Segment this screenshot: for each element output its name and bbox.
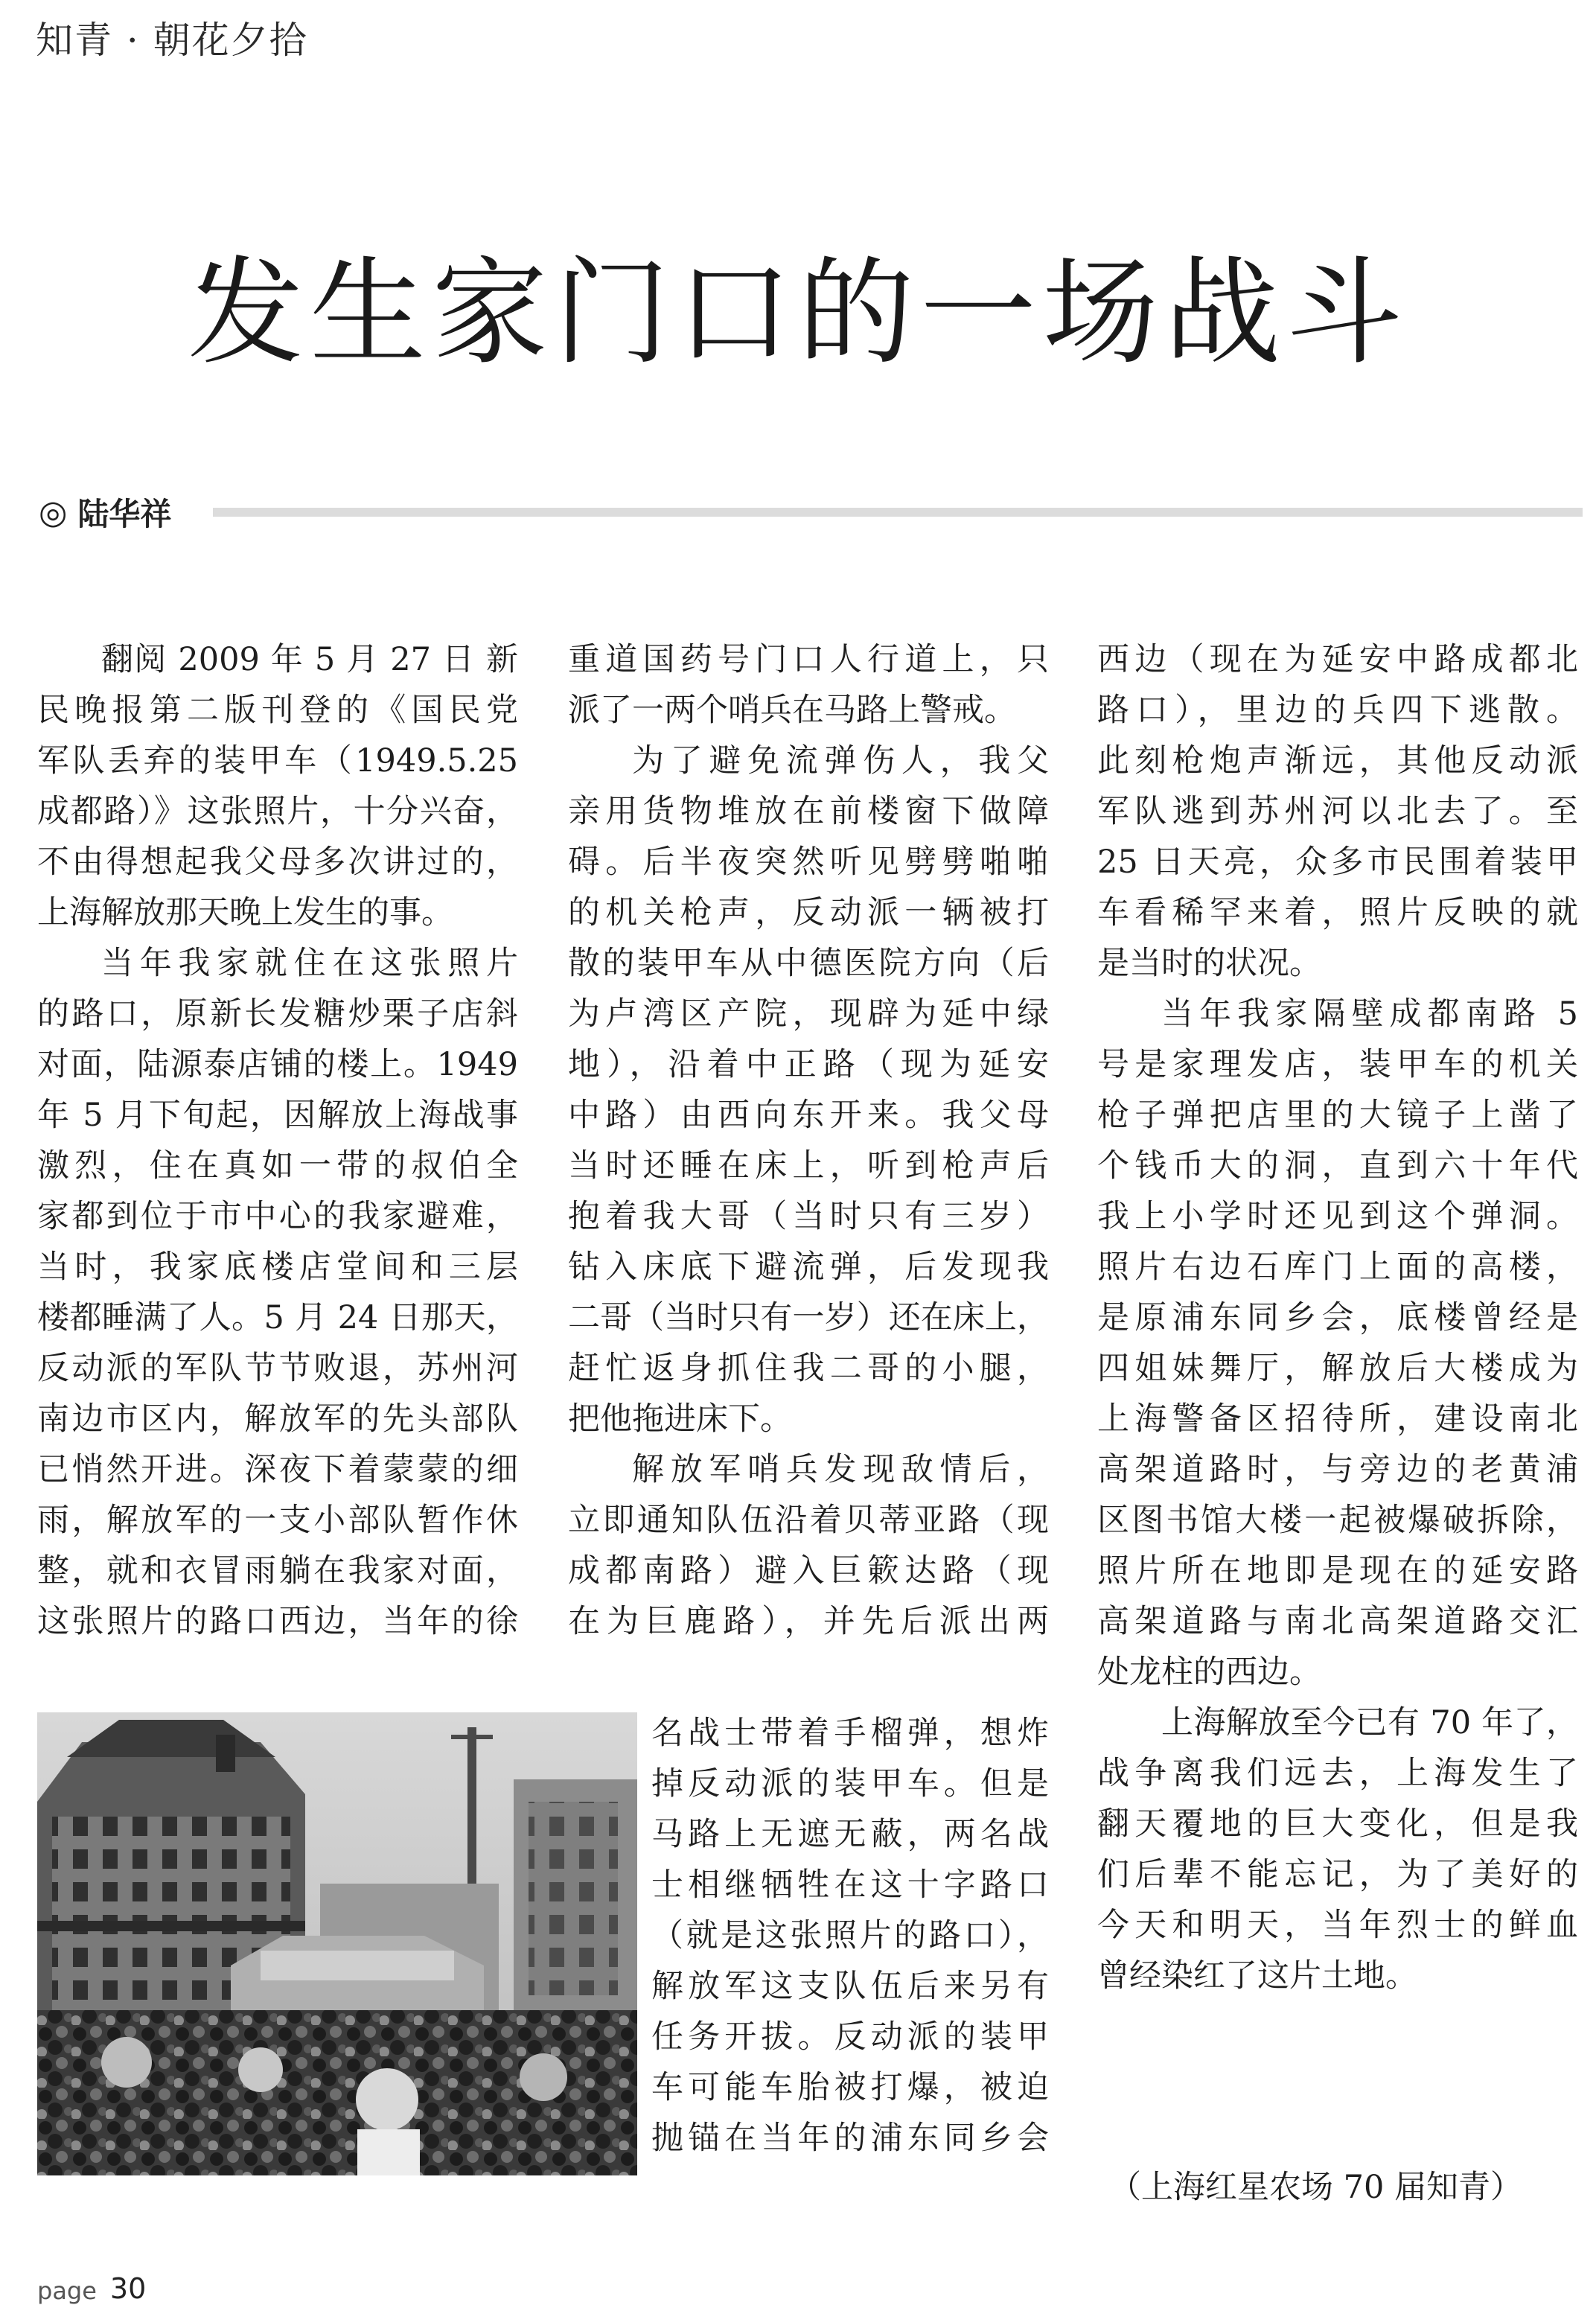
text-line: 当年我家就住在这张照片 bbox=[101, 945, 518, 982]
text-line: 碍。后半夜突然听见劈劈啪啪 bbox=[568, 844, 1049, 881]
text-line: 战争离我们远去，上海发生了 bbox=[1097, 1755, 1578, 1792]
text-line: 的机关枪声，反动派一辆被打 bbox=[568, 894, 1049, 931]
page-footer bbox=[37, 2271, 146, 2305]
text-line: 成都南路）避入巨簌达路（现 bbox=[568, 1552, 1049, 1590]
text-line: 楼都睡满了人。5 月 24 日那天， bbox=[37, 1299, 518, 1336]
text-line: 解放军哨兵发现敌情后， bbox=[632, 1451, 1049, 1488]
text-line: 号是家理发店，装甲车的机关 bbox=[1097, 1046, 1578, 1083]
text-line: 高架道路时，与旁边的老黄浦 bbox=[1097, 1451, 1578, 1488]
text-line: 四姐妹舞厅，解放后大楼成为 bbox=[1097, 1350, 1578, 1387]
article-column-2-continued bbox=[651, 1708, 1049, 2164]
text-line: 当年我家隔壁成都南路 5 bbox=[1161, 995, 1578, 1033]
text-line: 军队逃到苏州河以北去了。至 bbox=[1097, 793, 1578, 830]
text-line: 不由得想起我父母多次讲过的， bbox=[37, 844, 518, 881]
byline-rule bbox=[213, 508, 1583, 517]
text-line: 马路上无遮无蔽，两名战 bbox=[651, 1816, 1049, 1853]
text-line: 是当时的状况。 bbox=[1097, 945, 1321, 982]
text-line: 南边市区内，解放军的先头部队 bbox=[37, 1400, 518, 1438]
text-line: 翻阅 2009 年 5 月 27 日 新 bbox=[101, 641, 518, 678]
article-title: 发生家门口的一场战斗 bbox=[188, 245, 1408, 380]
text-line: 们后辈不能忘记，为了美好的 bbox=[1097, 1856, 1578, 1893]
text-line: 任务开拔。反动派的装甲 bbox=[651, 2018, 1049, 2056]
text-line: 25 日天亮，众多市民围着装甲 bbox=[1097, 844, 1578, 881]
author-name: 陆华祥 bbox=[77, 496, 172, 532]
text-line: 车看稀罕来着，照片反映的就 bbox=[1097, 894, 1578, 931]
byline-mark: ◎ bbox=[39, 493, 68, 532]
text-line: 我上小学时还见到这个弹洞。 bbox=[1097, 1198, 1578, 1235]
text-line: 的路口，原新长发糖炒栗子店斜 bbox=[37, 995, 518, 1033]
text-line: 高架道路与南北高架道路交汇 bbox=[1097, 1603, 1578, 1640]
text-line: 反动派的军队节节败退，苏州河 bbox=[37, 1350, 518, 1387]
text-line: 士相继牺牲在这十字路口 bbox=[651, 1866, 1049, 1904]
text-line: 中路）由西向东开来。我父母 bbox=[568, 1097, 1049, 1134]
text-line: 此刻枪炮声渐远，其他反动派 bbox=[1097, 742, 1578, 780]
historical-photo bbox=[37, 1712, 637, 2175]
signature-line: （上海红星农场 70 届知青） bbox=[1109, 2169, 1523, 2206]
text-line: 重道国药号门口人行道上，只 bbox=[568, 641, 1049, 678]
page-word: page bbox=[37, 2277, 97, 2305]
text-line: 在为巨鹿路），并先后派出两 bbox=[568, 1603, 1049, 1640]
article-column-1 bbox=[37, 634, 518, 1647]
text-line: 抱着我大哥（当时只有三岁） bbox=[568, 1198, 1049, 1235]
text-line: 个钱币大的洞，直到六十年代 bbox=[1097, 1147, 1578, 1185]
text-line: 为了避免流弹伤人，我父 bbox=[632, 742, 1049, 780]
text-line: 解放军这支队伍后来另有 bbox=[651, 1968, 1049, 2005]
text-line: 散的装甲车从中德医院方向（后 bbox=[568, 945, 1049, 982]
text-line: 曾经染红了这片土地。 bbox=[1097, 1957, 1417, 1995]
text-line: 路口），里边的兵四下逃散。 bbox=[1097, 692, 1578, 729]
text-line: 处龙柱的西边。 bbox=[1097, 1654, 1321, 1691]
text-line: （就是这张照片的路口）， bbox=[651, 1917, 1049, 1954]
text-line: 掉反动派的装甲车。但是 bbox=[651, 1765, 1049, 1802]
section-label: 知青 · 朝花夕拾 bbox=[36, 19, 308, 62]
text-line: 当时还睡在床上，听到枪声后 bbox=[568, 1147, 1049, 1185]
text-line: 已悄然开进。深夜下着蒙蒙的细 bbox=[37, 1451, 518, 1488]
text-line: 上海警备区招待所，建设南北 bbox=[1097, 1400, 1578, 1438]
text-line: 整，就和衣冒雨躺在我家对面， bbox=[37, 1552, 518, 1590]
text-line: 民晚报第二版刊登的《国民党 bbox=[37, 692, 518, 729]
text-line: 年 5 月下旬起，因解放上海战事 bbox=[37, 1097, 518, 1134]
text-line: 这张照片的路口西边，当年的徐 bbox=[37, 1603, 518, 1640]
text-line: 赶忙返身抓住我二哥的小腿， bbox=[568, 1350, 1049, 1387]
text-line: 成都路）》这张照片，十分兴奋， bbox=[37, 793, 518, 830]
text-line: 家都到位于市中心的我家避难， bbox=[37, 1198, 518, 1235]
text-line: 区图书馆大楼一起被爆破拆除， bbox=[1097, 1502, 1578, 1539]
text-line: 是原浦东同乡会，底楼曾经是 bbox=[1097, 1299, 1578, 1336]
text-line: 西边（现在为延安中路成都北 bbox=[1097, 641, 1578, 678]
text-line: 立即通知队伍沿着贝蒂亚路（现 bbox=[568, 1502, 1049, 1539]
text-line: 激烈，住在真如一带的叔伯全 bbox=[37, 1147, 518, 1185]
page-number: 30 bbox=[109, 2272, 147, 2305]
text-line: 军队丢弃的装甲车（1949.5.25 bbox=[37, 742, 518, 780]
text-line: 把他拖进床下。 bbox=[568, 1400, 792, 1438]
article-column-2 bbox=[568, 634, 1049, 1647]
text-line: 翻天覆地的巨大变化，但是我 bbox=[1097, 1805, 1578, 1843]
text-line: 名战士带着手榴弹，想炸 bbox=[651, 1715, 1049, 1752]
byline bbox=[39, 491, 171, 533]
text-line: 上海解放那天晚上发生的事。 bbox=[37, 894, 453, 931]
text-line: 为卢湾区产院，现辟为延中绿 bbox=[568, 995, 1049, 1033]
text-line: 派了一两个哨兵在马路上警戒。 bbox=[568, 692, 1016, 729]
text-line: 枪子弹把店里的大镜子上凿了 bbox=[1097, 1097, 1578, 1134]
text-line: 二哥（当时只有一岁）还在床上， bbox=[568, 1299, 1049, 1336]
text-line: 上海解放至今已有 70 年了， bbox=[1161, 1704, 1578, 1741]
text-line: 雨，解放军的一支小部队暂作休 bbox=[37, 1502, 518, 1539]
text-line: 地），沿着中正路（现为延安 bbox=[568, 1046, 1049, 1083]
text-line: 当时，我家底楼店堂间和三层 bbox=[37, 1249, 518, 1286]
text-line: 车可能车胎被打爆，被迫 bbox=[651, 2069, 1049, 2106]
text-line: 照片所在地即是现在的延安路 bbox=[1097, 1552, 1578, 1590]
text-line: 抛锚在当年的浦东同乡会 bbox=[651, 2120, 1049, 2157]
author-signature bbox=[1109, 2162, 1526, 2213]
article-column-3 bbox=[1097, 634, 1578, 2001]
text-line: 钻入床底下避流弹，后发现我 bbox=[568, 1249, 1049, 1286]
text-line: 今天和明天，当年烈士的鲜血 bbox=[1097, 1907, 1578, 1944]
text-line: 照片右边石库门上面的高楼， bbox=[1097, 1249, 1578, 1286]
text-line: 对面，陆源泰店铺的楼上。1949 bbox=[37, 1046, 518, 1083]
text-line: 亲用货物堆放在前楼窗下做障 bbox=[568, 793, 1049, 830]
